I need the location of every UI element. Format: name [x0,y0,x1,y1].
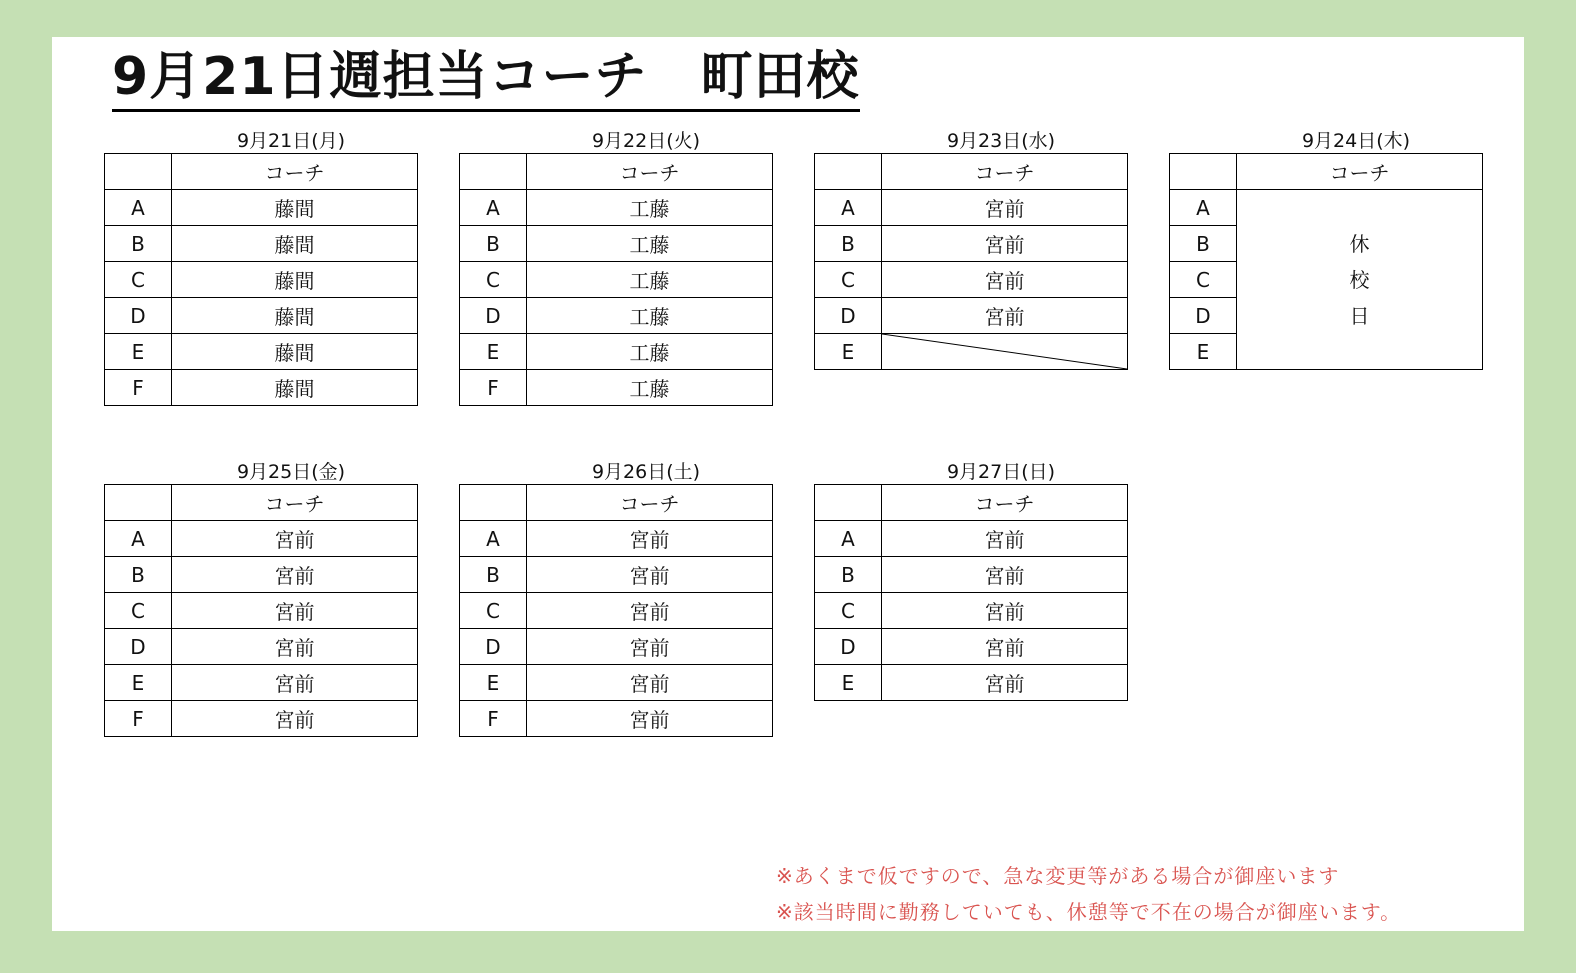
day-header: 9月27日(日) [946,461,1056,483]
table-row [105,701,418,737]
coach-name: 工藤 [527,334,773,370]
table-row [105,629,418,665]
table-row [105,370,418,406]
corner-cell [460,154,527,190]
day-block-wed [814,129,1128,370]
coach-name: 宮前 [882,593,1128,629]
closed-label-char: 日 [1349,303,1370,328]
coach-name: 工藤 [527,226,773,262]
slot-label: E [105,334,172,370]
slot-label: C [105,593,172,629]
coach-name: 宮前 [172,593,418,629]
day-block-thu [1169,129,1483,370]
slot-label: C [815,262,882,298]
day-block-sat [459,460,773,737]
slot-label: B [460,226,527,262]
coach-column-header: コーチ [1237,154,1483,190]
table-row [815,665,1128,701]
slot-label: D [1170,298,1237,334]
schedule-table [814,484,1128,701]
coach-name: 宮前 [882,262,1128,298]
coach-column-header: コーチ [527,154,773,190]
coach-name: 宮前 [882,298,1128,334]
coach-name: 宮前 [882,190,1128,226]
slot-label: E [460,665,527,701]
table-row [460,226,773,262]
coach-name: 宮前 [882,521,1128,557]
coach-column-header: コーチ [882,154,1128,190]
table-row [105,593,418,629]
slot-label: C [1170,262,1237,298]
table-row [460,334,773,370]
table-row [105,334,418,370]
table-row [815,262,1128,298]
table-row [815,298,1128,334]
coach-name: 藤間 [172,370,418,406]
slot-label: A [815,190,882,226]
table-row [460,701,773,737]
slot-label: C [105,262,172,298]
slot-label: F [105,370,172,406]
slot-label: A [815,521,882,557]
coach-name: 宮前 [172,521,418,557]
day-header: 9月22日(火) [591,130,701,152]
table-row [815,226,1128,262]
note-break: ※該当時間に勤務していても、休憩等で不在の場合が御座います。 [776,900,1402,924]
table-row [105,262,418,298]
day-header: 9月25日(金) [236,461,346,483]
page-title: 9月21日週担当コーチ 町田校 [112,45,860,112]
coach-name: 宮前 [172,701,418,737]
table-row [460,262,773,298]
table-row [460,190,773,226]
slot-label: A [460,521,527,557]
coach-name: 宮前 [527,593,773,629]
slot-label: E [815,665,882,701]
coach-name: 宮前 [882,665,1128,701]
header-row [815,154,1128,190]
corner-cell [460,485,527,521]
slot-label: A [105,190,172,226]
slot-label: C [460,593,527,629]
coach-name: 宮前 [172,557,418,593]
coach-name: 藤間 [172,334,418,370]
day-header: 9月26日(土) [591,461,701,483]
day-header: 9月23日(水) [946,130,1056,152]
table-row [105,298,418,334]
corner-cell [105,154,172,190]
coach-name: 宮前 [882,557,1128,593]
coach-name: 宮前 [527,521,773,557]
corner-cell [1170,154,1237,190]
schedule-table [104,153,418,406]
slot-label: A [460,190,527,226]
table-row [105,190,418,226]
table-row [460,298,773,334]
diagonal-strike [882,334,1127,369]
slot-label: C [460,262,527,298]
slot-label: B [460,557,527,593]
slot-label: F [460,370,527,406]
coach-name: 工藤 [527,190,773,226]
table-row [815,190,1128,226]
slot-label: E [1170,334,1237,370]
slot-label: A [1170,190,1237,226]
table-row [815,521,1128,557]
coach-column-header: コーチ [172,485,418,521]
slot-label: D [815,629,882,665]
schedule-sheet [52,37,1524,931]
coach-name: 宮前 [527,701,773,737]
slot-label: B [105,226,172,262]
note-tentative: ※あくまで仮ですので、急な変更等がある場合が御座います [776,864,1340,888]
slot-label: D [105,298,172,334]
schedule-table [104,484,418,737]
slot-label: E [815,334,882,370]
coach-name: 工藤 [527,370,773,406]
closed-label-char: 校 [1349,267,1370,292]
corner-cell [815,485,882,521]
slot-label: F [460,701,527,737]
closed-day-cell [1237,190,1483,370]
slot-label: D [105,629,172,665]
slot-label: D [460,298,527,334]
slot-label: B [815,557,882,593]
header-row [815,485,1128,521]
coach-column-header: コーチ [172,154,418,190]
table-row [105,226,418,262]
table-row [460,665,773,701]
day-block-fri [104,460,418,737]
coach-name: 藤間 [172,262,418,298]
coach-name: 工藤 [527,262,773,298]
table-row [460,557,773,593]
slot-label: B [815,226,882,262]
coach-name: 宮前 [172,665,418,701]
coach-column-header: コーチ [527,485,773,521]
coach-name: 藤間 [172,226,418,262]
day-header: 9月21日(月) [236,130,346,152]
slot-label: E [460,334,527,370]
table-row [105,557,418,593]
empty-slot-cell [882,334,1128,370]
slot-label: A [105,521,172,557]
header-row [460,485,773,521]
schedule-table [459,153,773,406]
table-row [105,521,418,557]
coach-name: 藤間 [172,298,418,334]
coach-name: 宮前 [527,665,773,701]
slot-label: D [815,298,882,334]
schedule-table [1169,153,1483,370]
coach-name: 宮前 [172,629,418,665]
slot-label: B [1170,226,1237,262]
schedule-table [814,153,1128,370]
table-row [815,334,1128,370]
slot-label: E [105,665,172,701]
coach-name: 宮前 [882,226,1128,262]
coach-name: 宮前 [527,557,773,593]
slot-label: C [815,593,882,629]
coach-name: 工藤 [527,298,773,334]
header-row [105,485,418,521]
table-row [460,370,773,406]
header-row [105,154,418,190]
schedule-table [459,484,773,737]
corner-cell [815,154,882,190]
slot-label: D [460,629,527,665]
coach-name: 宮前 [527,629,773,665]
table-row [105,665,418,701]
table-row [460,593,773,629]
day-block-mon [104,129,418,406]
table-row [815,557,1128,593]
corner-cell [105,485,172,521]
coach-name: 宮前 [882,629,1128,665]
table-row [815,593,1128,629]
header-row [1170,154,1483,190]
table-row [460,629,773,665]
day-header: 9月24日(木) [1301,130,1411,152]
coach-name: 藤間 [172,190,418,226]
header-row [460,154,773,190]
table-row [1170,190,1483,226]
closed-label-char: 休 [1349,231,1370,256]
table-row [815,629,1128,665]
day-block-tue [459,129,773,406]
coach-column-header: コーチ [882,485,1128,521]
slot-label: F [105,701,172,737]
day-block-sun [814,460,1128,701]
table-row [460,521,773,557]
slot-label: B [105,557,172,593]
